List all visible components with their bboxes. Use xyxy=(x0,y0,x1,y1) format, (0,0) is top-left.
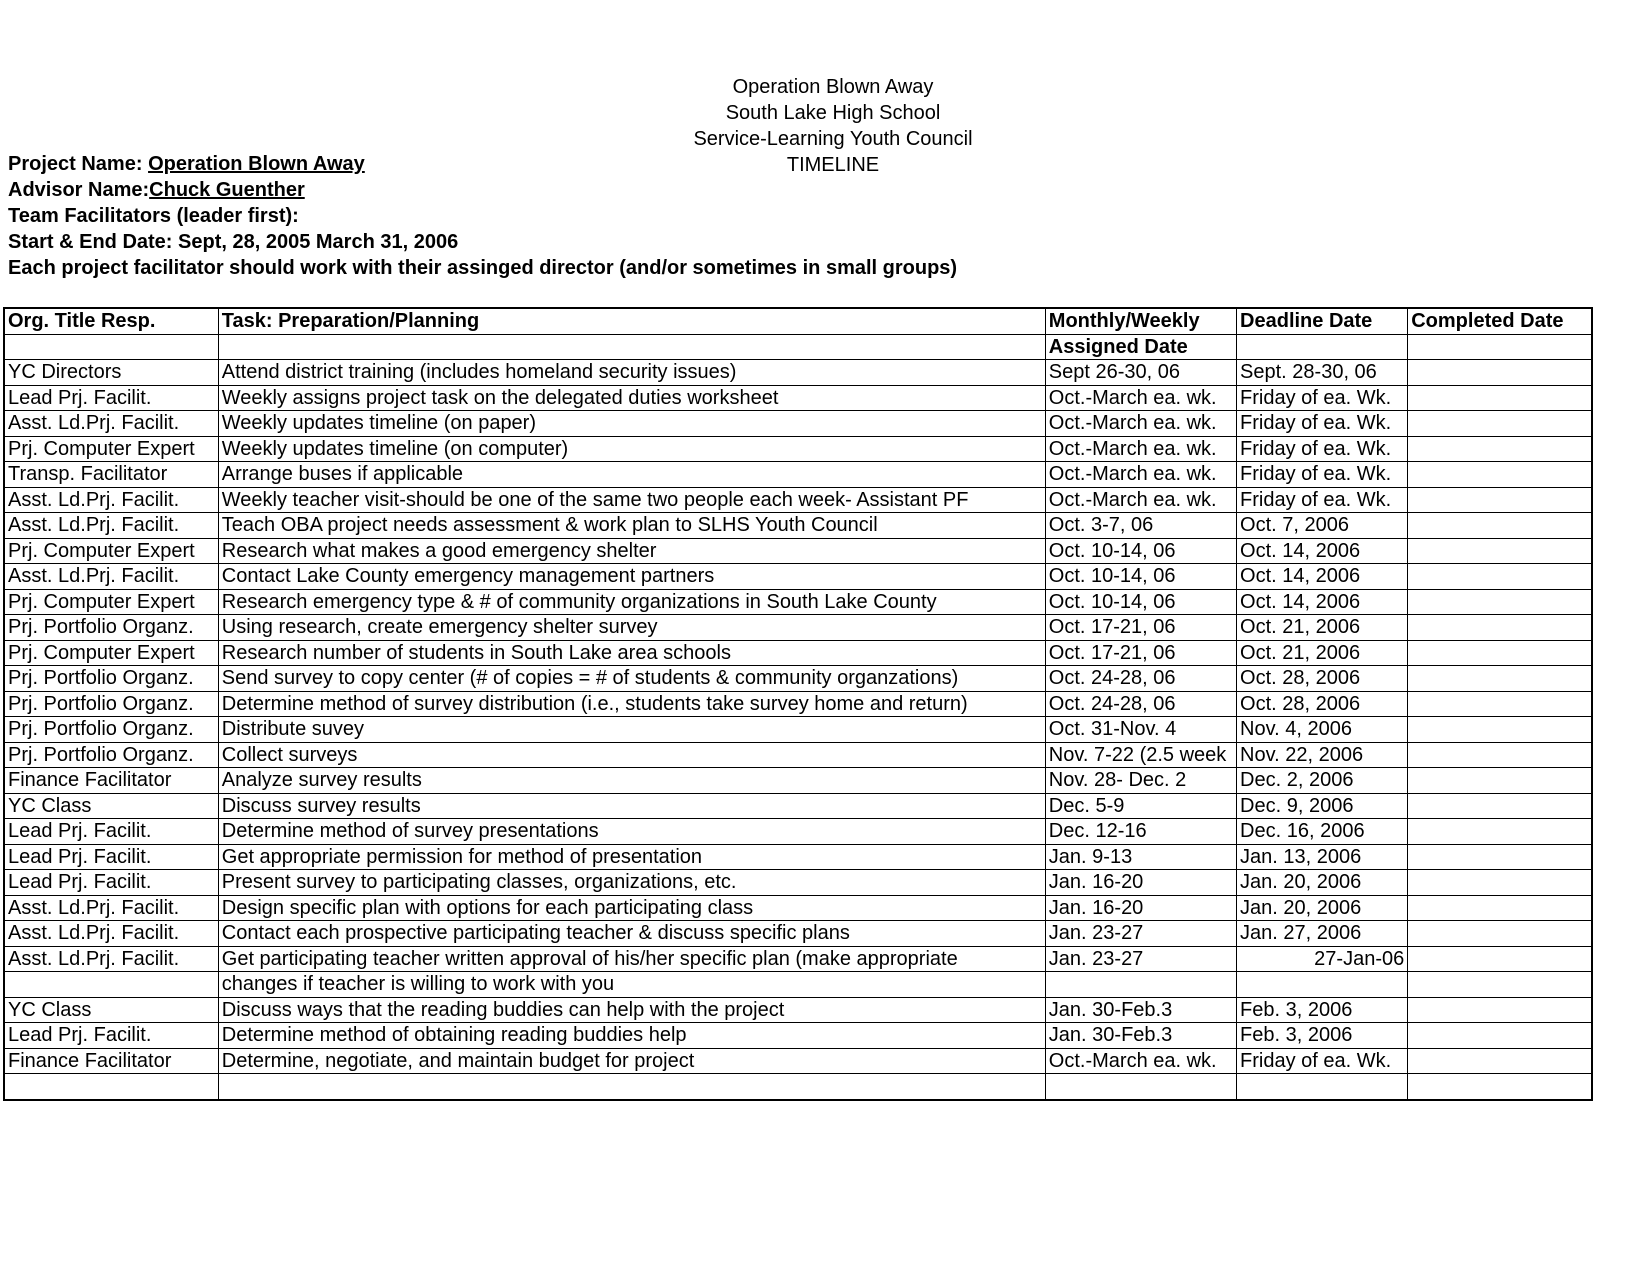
assigned-date-cell xyxy=(1045,972,1236,998)
task-cell: Research what makes a good emergency shelter xyxy=(218,538,1045,564)
table-row xyxy=(4,564,1592,590)
task-cell: Contact each prospective participating teacher & discuss specific plans xyxy=(218,921,1045,947)
table-row xyxy=(4,768,1592,794)
org-title-cell: Prj. Computer Expert xyxy=(4,538,218,564)
column-subheader: Assigned Date xyxy=(1045,334,1236,360)
task-cell: Weekly teacher visit-should be one of the same two people each week- Assistant PF xyxy=(218,487,1045,513)
table-row xyxy=(4,411,1592,437)
deadline-date-cell: Jan. 27, 2006 xyxy=(1237,921,1408,947)
deadline-date-cell xyxy=(1237,1074,1408,1100)
org-title-cell: Asst. Ld.Prj. Facilit. xyxy=(4,921,218,947)
assigned-date-cell: Jan. 23-27 xyxy=(1045,921,1236,947)
deadline-date-cell: Oct. 7, 2006 xyxy=(1237,513,1408,539)
completed-date-cell xyxy=(1408,462,1592,488)
deadline-date-cell: Oct. 21, 2006 xyxy=(1237,640,1408,666)
table-row xyxy=(4,1048,1592,1074)
deadline-date-cell: Jan. 13, 2006 xyxy=(1237,844,1408,870)
table-row xyxy=(4,742,1592,768)
deadline-date-cell: Dec. 16, 2006 xyxy=(1237,819,1408,845)
task-cell: Weekly assigns project task on the delegated duties worksheet xyxy=(218,385,1045,411)
completed-date-cell xyxy=(1408,538,1592,564)
completed-date-cell xyxy=(1408,997,1592,1023)
task-cell: Using research, create emergency shelter survey xyxy=(218,615,1045,641)
org-title-cell: Lead Prj. Facilit. xyxy=(4,1023,218,1049)
completed-date-cell xyxy=(1408,921,1592,947)
org-title-cell: Prj. Computer Expert xyxy=(4,589,218,615)
task-cell: Attend district training (includes homeland security issues) xyxy=(218,360,1045,386)
org-title-cell: Asst. Ld.Prj. Facilit. xyxy=(4,946,218,972)
assigned-date-cell: Jan. 30-Feb.3 xyxy=(1045,1023,1236,1049)
deadline-date-cell: Dec. 9, 2006 xyxy=(1237,793,1408,819)
org-title-cell: Transp. Facilitator xyxy=(4,462,218,488)
assigned-date-cell: Nov. 28- Dec. 2 xyxy=(1045,768,1236,794)
deadline-date-cell: Nov. 22, 2006 xyxy=(1237,742,1408,768)
task-cell: Weekly updates timeline (on computer) xyxy=(218,436,1045,462)
column-header: Task: Preparation/Planning xyxy=(218,308,1045,334)
org-title-cell: Prj. Portfolio Organz. xyxy=(4,742,218,768)
column-subheader xyxy=(4,334,218,360)
completed-date-cell xyxy=(1408,768,1592,794)
assigned-date-cell: Oct.-March ea. wk. xyxy=(1045,411,1236,437)
deadline-date-cell: Oct. 14, 2006 xyxy=(1237,564,1408,590)
org-title-cell: Prj. Computer Expert xyxy=(4,436,218,462)
assigned-date-cell: Oct. 10-14, 06 xyxy=(1045,589,1236,615)
advisor-name-value: Chuck Guenther xyxy=(149,179,305,201)
task-cell: Design specific plan with options for each participating class xyxy=(218,895,1045,921)
note-line: Each project facilitator should work with their assinged director (and/or sometimes in small groups) xyxy=(8,257,958,279)
project-name-line xyxy=(8,151,957,177)
org-title-cell: Asst. Ld.Prj. Facilit. xyxy=(4,513,218,539)
timeline-table-body xyxy=(4,308,1592,1100)
task-cell: Determine, negotiate, and maintain budget for project xyxy=(218,1048,1045,1074)
task-cell: Analyze survey results xyxy=(218,768,1045,794)
title-line: South Lake High School xyxy=(725,102,941,124)
assigned-date-cell: Sept 26-30, 06 xyxy=(1045,360,1236,386)
assigned-date-cell: Oct. 24-28, 06 xyxy=(1045,666,1236,692)
column-subheader xyxy=(1237,334,1408,360)
deadline-date-cell: 27-Jan-06 xyxy=(1237,946,1408,972)
table-row xyxy=(4,717,1592,743)
task-cell: changes if teacher is willing to work with you xyxy=(218,972,1045,998)
advisor-name-line xyxy=(8,177,957,203)
completed-date-cell xyxy=(1408,615,1592,641)
deadline-date-cell: Friday of ea. Wk. xyxy=(1237,436,1408,462)
org-title-cell: Prj. Portfolio Organz. xyxy=(4,717,218,743)
completed-date-cell xyxy=(1408,411,1592,437)
deadline-date-cell: Sept. 28-30, 06 xyxy=(1237,360,1408,386)
deadline-date-cell: Feb. 3, 2006 xyxy=(1237,1023,1408,1049)
org-title-cell: Prj. Portfolio Organz. xyxy=(4,615,218,641)
task-cell: Send survey to copy center (# of copies = # of students & community organzations) xyxy=(218,666,1045,692)
org-title-cell: Prj. Computer Expert xyxy=(4,640,218,666)
table-row xyxy=(4,972,1592,998)
column-header: Monthly/Weekly xyxy=(1045,308,1236,334)
completed-date-cell xyxy=(1408,972,1592,998)
assigned-date-cell: Oct.-March ea. wk. xyxy=(1045,487,1236,513)
assigned-date-cell: Oct.-March ea. wk. xyxy=(1045,1048,1236,1074)
completed-date-cell xyxy=(1408,385,1592,411)
org-title-cell: Lead Prj. Facilit. xyxy=(4,844,218,870)
table-row xyxy=(4,436,1592,462)
deadline-date-cell: Oct. 28, 2006 xyxy=(1237,666,1408,692)
table-row xyxy=(4,360,1592,386)
assigned-date-cell: Jan. 16-20 xyxy=(1045,895,1236,921)
deadline-date-cell: Oct. 21, 2006 xyxy=(1237,615,1408,641)
completed-date-cell xyxy=(1408,717,1592,743)
task-cell: Research number of students in South Lake area schools xyxy=(218,640,1045,666)
assigned-date-cell: Oct. 17-21, 06 xyxy=(1045,615,1236,641)
table-row xyxy=(4,870,1592,896)
team-facilitators-line: Team Facilitators (leader first): xyxy=(8,205,299,227)
project-name-label: Project Name: xyxy=(8,153,149,175)
column-header: Deadline Date xyxy=(1237,308,1408,334)
deadline-date-cell: Friday of ea. Wk. xyxy=(1237,462,1408,488)
org-title-cell: Asst. Ld.Prj. Facilit. xyxy=(4,411,218,437)
dates-line: Start & End Date: Sept, 28, 2005 March 31, 2006 xyxy=(8,231,459,253)
column-header: Org. Title Resp. xyxy=(4,308,218,334)
completed-date-cell xyxy=(1408,793,1592,819)
deadline-date-cell: Friday of ea. Wk. xyxy=(1237,1048,1408,1074)
org-title-cell: Prj. Portfolio Organz. xyxy=(4,691,218,717)
table-header-row xyxy=(4,308,1592,334)
table-row xyxy=(4,895,1592,921)
task-cell xyxy=(218,1074,1045,1100)
timeline-table xyxy=(3,307,1593,1101)
task-cell: Discuss survey results xyxy=(218,793,1045,819)
org-title-cell: Lead Prj. Facilit. xyxy=(4,819,218,845)
assigned-date-cell: Oct.-March ea. wk. xyxy=(1045,436,1236,462)
assigned-date-cell: Jan. 9-13 xyxy=(1045,844,1236,870)
table-row xyxy=(4,691,1592,717)
completed-date-cell xyxy=(1408,640,1592,666)
org-title-cell: Prj. Portfolio Organz. xyxy=(4,666,218,692)
org-title-cell xyxy=(4,1074,218,1100)
table-row xyxy=(4,385,1592,411)
deadline-date-cell: Friday of ea. Wk. xyxy=(1237,385,1408,411)
table-row xyxy=(4,615,1592,641)
table-row xyxy=(4,793,1592,819)
table-row xyxy=(4,538,1592,564)
org-title-cell: Lead Prj. Facilit. xyxy=(4,385,218,411)
completed-date-cell xyxy=(1408,742,1592,768)
deadline-date-cell: Dec. 2, 2006 xyxy=(1237,768,1408,794)
completed-date-cell xyxy=(1408,436,1592,462)
completed-date-cell xyxy=(1408,564,1592,590)
assigned-date-cell: Oct. 10-14, 06 xyxy=(1045,564,1236,590)
task-cell: Arrange buses if applicable xyxy=(218,462,1045,488)
table-row xyxy=(4,462,1592,488)
org-title-cell: YC Class xyxy=(4,997,218,1023)
completed-date-cell xyxy=(1408,360,1592,386)
table-row xyxy=(4,921,1592,947)
completed-date-cell xyxy=(1408,1074,1592,1100)
completed-date-cell xyxy=(1408,589,1592,615)
completed-date-cell xyxy=(1408,691,1592,717)
task-cell: Weekly updates timeline (on paper) xyxy=(218,411,1045,437)
completed-date-cell xyxy=(1408,844,1592,870)
completed-date-cell xyxy=(1408,1023,1592,1049)
completed-date-cell xyxy=(1408,895,1592,921)
org-title-cell: YC Directors xyxy=(4,360,218,386)
title-line: TIMELINE xyxy=(786,154,880,176)
deadline-date-cell: Friday of ea. Wk. xyxy=(1237,487,1408,513)
deadline-date-cell: Feb. 3, 2006 xyxy=(1237,997,1408,1023)
task-cell: Discuss ways that the reading buddies can help with the project xyxy=(218,997,1045,1023)
project-info xyxy=(8,151,957,281)
deadline-date-cell: Oct. 28, 2006 xyxy=(1237,691,1408,717)
deadline-date-cell xyxy=(1237,972,1408,998)
deadline-date-cell: Oct. 14, 2006 xyxy=(1237,538,1408,564)
assigned-date-cell: Oct.-March ea. wk. xyxy=(1045,385,1236,411)
task-cell: Get appropriate permission for method of presentation xyxy=(218,844,1045,870)
completed-date-cell xyxy=(1408,870,1592,896)
task-cell: Determine method of obtaining reading buddies help xyxy=(218,1023,1045,1049)
advisor-name-label: Advisor Name: xyxy=(8,179,150,201)
completed-date-cell xyxy=(1408,666,1592,692)
assigned-date-cell: Oct.-March ea. wk. xyxy=(1045,462,1236,488)
deadline-date-cell: Oct. 14, 2006 xyxy=(1237,589,1408,615)
table-row xyxy=(4,666,1592,692)
table-row xyxy=(4,844,1592,870)
completed-date-cell xyxy=(1408,487,1592,513)
org-title-cell: Finance Facilitator xyxy=(4,768,218,794)
deadline-date-cell: Friday of ea. Wk. xyxy=(1237,411,1408,437)
assigned-date-cell: Oct. 31-Nov. 4 xyxy=(1045,717,1236,743)
table-row xyxy=(4,819,1592,845)
table-row xyxy=(4,589,1592,615)
org-title-cell: Lead Prj. Facilit. xyxy=(4,870,218,896)
table-row xyxy=(4,1023,1592,1049)
assigned-date-cell: Dec. 12-16 xyxy=(1045,819,1236,845)
org-title-cell: YC Class xyxy=(4,793,218,819)
assigned-date-cell: Oct. 10-14, 06 xyxy=(1045,538,1236,564)
completed-date-cell xyxy=(1408,1048,1592,1074)
column-subheader xyxy=(1408,334,1592,360)
org-title-cell: Asst. Ld.Prj. Facilit. xyxy=(4,487,218,513)
assigned-date-cell: Jan. 23-27 xyxy=(1045,946,1236,972)
task-cell: Contact Lake County emergency management partners xyxy=(218,564,1045,590)
assigned-date-cell xyxy=(1045,1074,1236,1100)
table-row xyxy=(4,997,1592,1023)
completed-date-cell xyxy=(1408,513,1592,539)
assigned-date-cell: Nov. 7-22 (2.5 week xyxy=(1045,742,1236,768)
task-cell: Research emergency type & # of community organizations in South Lake County xyxy=(218,589,1045,615)
project-name-value: Operation Blown Away xyxy=(148,153,365,175)
task-cell: Get participating teacher written approval of his/her specific plan (make appropriate xyxy=(218,946,1045,972)
assigned-date-cell: Oct. 17-21, 06 xyxy=(1045,640,1236,666)
table-row xyxy=(4,946,1592,972)
org-title-cell: Asst. Ld.Prj. Facilit. xyxy=(4,564,218,590)
table-subheader-row xyxy=(4,334,1592,360)
task-cell: Teach OBA project needs assessment & work plan to SLHS Youth Council xyxy=(218,513,1045,539)
assigned-date-cell: Oct. 24-28, 06 xyxy=(1045,691,1236,717)
task-cell: Collect surveys xyxy=(218,742,1045,768)
org-title-cell: Asst. Ld.Prj. Facilit. xyxy=(4,895,218,921)
completed-date-cell xyxy=(1408,819,1592,845)
task-cell: Distribute suvey xyxy=(218,717,1045,743)
assigned-date-cell: Jan. 16-20 xyxy=(1045,870,1236,896)
column-subheader xyxy=(218,334,1045,360)
completed-date-cell xyxy=(1408,946,1592,972)
table-row xyxy=(4,1074,1592,1100)
org-title-cell xyxy=(4,972,218,998)
deadline-date-cell: Nov. 4, 2006 xyxy=(1237,717,1408,743)
assigned-date-cell: Oct. 3-7, 06 xyxy=(1045,513,1236,539)
table-row xyxy=(4,640,1592,666)
assigned-date-cell: Jan. 30-Feb.3 xyxy=(1045,997,1236,1023)
table-row xyxy=(4,513,1592,539)
assigned-date-cell: Dec. 5-9 xyxy=(1045,793,1236,819)
task-cell: Determine method of survey distribution (i.e., students take survey home and return) xyxy=(218,691,1045,717)
title-line: Operation Blown Away xyxy=(732,76,934,98)
column-header: Completed Date xyxy=(1408,308,1592,334)
deadline-date-cell: Jan. 20, 2006 xyxy=(1237,870,1408,896)
task-cell: Present survey to participating classes, organizations, etc. xyxy=(218,870,1045,896)
table-row xyxy=(4,487,1592,513)
deadline-date-cell: Jan. 20, 2006 xyxy=(1237,895,1408,921)
title-line: Service-Learning Youth Council xyxy=(693,128,973,150)
org-title-cell: Finance Facilitator xyxy=(4,1048,218,1074)
task-cell: Determine method of survey presentations xyxy=(218,819,1045,845)
